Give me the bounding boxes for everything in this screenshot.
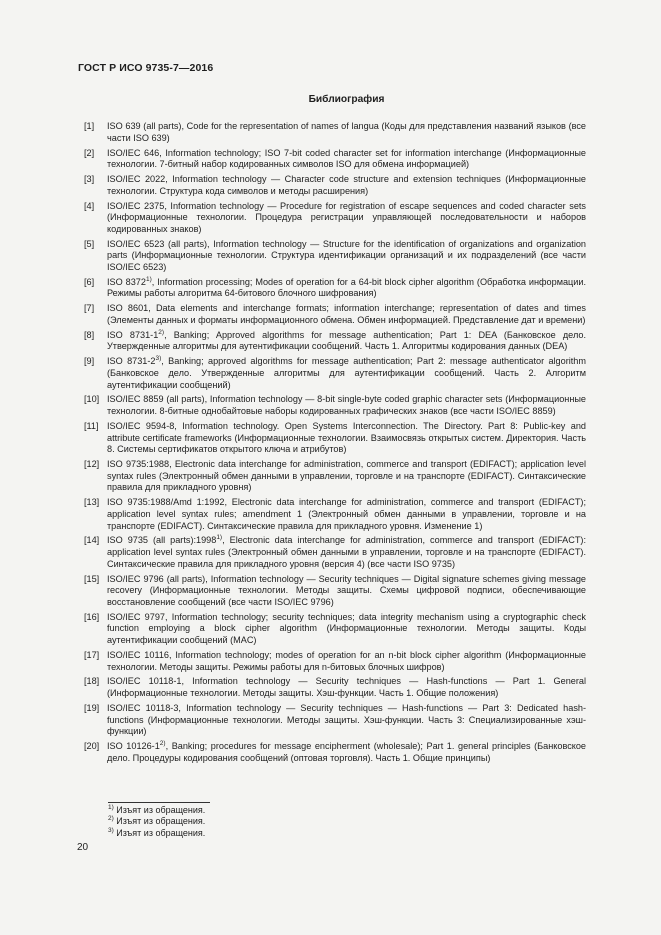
footnote-text: Изъят из обращения. — [113, 827, 206, 838]
footnote — [108, 828, 205, 839]
entry-number: [1] — [84, 121, 95, 131]
bibliography-entry — [84, 239, 586, 274]
entry-text: ISO 639 (all parts), Code for the representation of names of langua (Коды для представления названий языков (все части ISO 639) — [107, 121, 586, 143]
bibliography-entry — [84, 421, 586, 456]
bibliography-entry — [84, 574, 586, 609]
footnotes — [108, 805, 205, 839]
bibliography-entry — [84, 277, 586, 300]
entry-text-start: ISO 9735 (all parts):1998 — [107, 535, 217, 546]
entry-number: [5] — [84, 238, 95, 249]
bibliography-entry — [84, 535, 586, 570]
entry-number: [18] — [84, 676, 100, 687]
entry-text-start: ISO 8731-2 — [107, 356, 156, 367]
entry-number: [10] — [84, 394, 100, 405]
entry-number: [9] — [84, 356, 95, 367]
bibliography-entry — [84, 650, 586, 673]
entry-number: [7] — [84, 303, 95, 314]
entry-text-start: ISO 8372 — [107, 276, 146, 287]
bibliography-list — [84, 121, 586, 768]
footnote-ref: 1) — [145, 275, 152, 283]
entry-number: [11] — [84, 420, 99, 431]
entry-text: ISO/IEC 2375, Information technology — Procedure for registration of escape sequences and coded character sets (Информационные технологии. Процедура регистрации управляющей последовательности и наборов кодированных знаков) — [107, 200, 586, 234]
entry-number: [2] — [84, 147, 95, 158]
bibliography-entry — [84, 201, 586, 236]
footnote-mark: 1) — [108, 804, 114, 811]
footnote-ref: 3) — [155, 355, 162, 363]
bibliography-entry — [84, 497, 586, 532]
bibliography-entry — [84, 121, 586, 144]
entry-text: ISO/IEC 9594-8, Information technology. Open Systems Interconnection. The Directory. Part 8: Public-key and attribute certificate frameworks (Информационные технологии. Взаимосвязь открытых систем. Директория. Часть 8. Системы сертификатов открытого ключа и атрибутов) — [107, 420, 586, 455]
entry-text — [107, 535, 586, 570]
entry-number: [4] — [84, 200, 95, 211]
entry-text: ISO/IEC 9797, Information technology; security techniques; data integrity mechanism using a cryptographic check function employing a block cipher algorithm (Информационные технологии. Методы защиты. Коды аутентификации сообщений (MAC) — [107, 611, 586, 646]
entry-text-rest: , Banking; Approved algorithms for message authentication; Part 1: DEA (Банковское дело. Утвержденные алгоритмы для аутентификации сообщений. Часть 1. Алгоритмы кодирования данных (DEA) — [107, 329, 586, 352]
entry-text: ISO/IEC 10118-3, Information technology — Security techniques — Hash-functions — Part 3: Dedicated hash-functions (Информационные технологии. Методы защиты. Хэш-функции. Часть 3: Специализированные хэш-функции) — [107, 702, 586, 737]
bibliography-entry — [84, 303, 586, 326]
document-header: ГОСТ Р ИСО 9735-7—2016 — [78, 62, 214, 74]
entry-text: ISO/IEC 6523 (all parts), Information technology — Structure for the identification of organizations and organization parts (Информационные технологии. Структура идентификации организаций и их подразделений (все части ISO/IEC 6523) — [107, 238, 586, 272]
bibliography-entry — [84, 612, 586, 647]
entry-text-rest: , Banking; procedures for message encipherment (wholesale); Part 1. general principles (Банковское дело. Процедуры кодирования сообщений (оптовая торговля). Часть 1. Общие принципы) — [107, 741, 587, 763]
entry-number: [17] — [84, 649, 100, 660]
entry-number: [13] — [84, 497, 100, 508]
footnote-ref: 1) — [216, 534, 223, 542]
entry-text: ISO 8601, Data elements and interchange formats; information interchange; representation of dates and times (Элементы данных и форматы информационного обмена. Обмен информацией. Представление дат и времени) — [107, 303, 586, 325]
entry-number: [12] — [84, 459, 100, 470]
entry-text — [107, 330, 586, 353]
entry-text: ISO 9735:1988, Electronic data interchange for administration, commerce and transport (EDIFACT); application level syntax rules (Электронный обмен данными в управлении, торговле и на транспорте (EDIFACT). Синтаксические правила для прикладного уровня) — [107, 459, 586, 493]
entry-number: [20] — [84, 741, 100, 752]
footnote — [108, 816, 205, 827]
entry-text: ISO/IEC 8859 (all parts), Information technology — 8-bit single-byte coded graphic character sets (Информационные технологии. 8-битные однобайтовые наборы кодированных графических знаков (все части ISO/IEC 8859) — [107, 394, 586, 417]
bibliography-entry — [84, 741, 586, 764]
entry-text: ISO/IEC 9796 (all parts), Information technology — Security techniques — Digital signature schemes giving message recovery (Информационные технологии. Методы защиты. Схемы цифровой подписи, обеспечивающие восстановление сообщений (все части ISO/IEC 9796) — [107, 573, 586, 607]
entry-text-start: ISO 10126-1 — [107, 741, 160, 752]
entry-text: ISO/IEC 2022, Information technology — Character code structure and extension techniques (Информационные технологии. Структура кода символов и методы расширения) — [107, 174, 586, 196]
entry-text-rest: , Banking; approved algorithms for message authentication; Part 2: message authenticator algorithm (Банковское дело. Утвержденные алгоритмы для аутентификации сообщений. Часть 2. Алгоритм аутентификации сообщений) — [107, 356, 586, 390]
entry-text: ISO/IEC 10118-1, Information technology — Security techniques — Hash-functions — Part 1. General (Информационные технологии. Методы защиты. Хэш-функции. Часть 1. Общие положения) — [107, 676, 586, 699]
entry-number: [3] — [84, 174, 95, 184]
entry-text — [107, 356, 586, 391]
bibliography-entry — [84, 703, 586, 738]
bibliography-entry — [84, 394, 586, 417]
footnote-text: Изъят из обращения. — [113, 805, 206, 815]
bibliography-entry — [84, 148, 586, 171]
entry-text — [107, 741, 586, 764]
footnote-ref: 2) — [159, 740, 166, 748]
entry-text-rest: , Information processing; Modes of operation for a 64-bit block cipher algorithm (Обработка информации. Режимы работы алгоритма 64-битового блочного шифрования) — [107, 276, 586, 299]
entry-number: [15] — [84, 573, 100, 584]
bibliography-title: Библиография — [308, 94, 385, 105]
entry-text: ISO 9735:1988/Amd 1:1992, Electronic data interchange for administration, commerce and transport (EDIFACT); application level syntax rules; amendment 1 (Электронный обмен данными в управлении, торговле и на транспорте (EDIFACT). Синтаксические правила для прикладного уровня. Изменение 1) — [107, 497, 586, 531]
entry-number: [16] — [84, 611, 100, 622]
bibliography-entry — [84, 676, 586, 699]
entry-text — [107, 277, 586, 300]
bibliography-entry — [84, 356, 586, 391]
footnote — [108, 805, 205, 816]
entry-text: ISO/IEC 10116, Information technology; modes of operation for an n-bit block cipher algorithm (Информационные технологии. Методы защиты. Режимы работы для n-битовых блочных шифров) — [107, 649, 586, 672]
footnote-mark: 3) — [108, 826, 114, 834]
footnote-text: Изъят из обращения. — [113, 816, 206, 827]
entry-number: [14] — [84, 535, 100, 546]
footnote-mark: 2) — [108, 815, 114, 823]
footnote-separator — [108, 802, 210, 803]
bibliography-entry — [84, 174, 586, 197]
entry-number: [19] — [84, 702, 100, 713]
page-number: 20 — [77, 842, 89, 853]
entry-text-rest: , Electronic data interchange for administration, commerce and transport (EDIFACT): application level syntax rules (Электронный обмен данными в управлении, торговле и на транспорте (EDIFACT). Синтаксические правила для прикладного уровня (версия 4) (все части ISO 9735) — [107, 535, 586, 569]
entry-number: [8] — [84, 329, 95, 340]
footnote-ref: 2) — [158, 328, 165, 336]
bibliography-entry — [84, 330, 586, 353]
entry-text-start: ISO 8731-1 — [107, 329, 159, 340]
entry-text: ISO/IEC 646, Information technology; ISO 7-bit coded character set for information interchange (Информационные технологии. 7-битный набор кодированных символов ISO для обмена информацией) — [107, 147, 586, 170]
entry-number: [6] — [84, 276, 95, 287]
bibliography-entry — [84, 459, 586, 494]
